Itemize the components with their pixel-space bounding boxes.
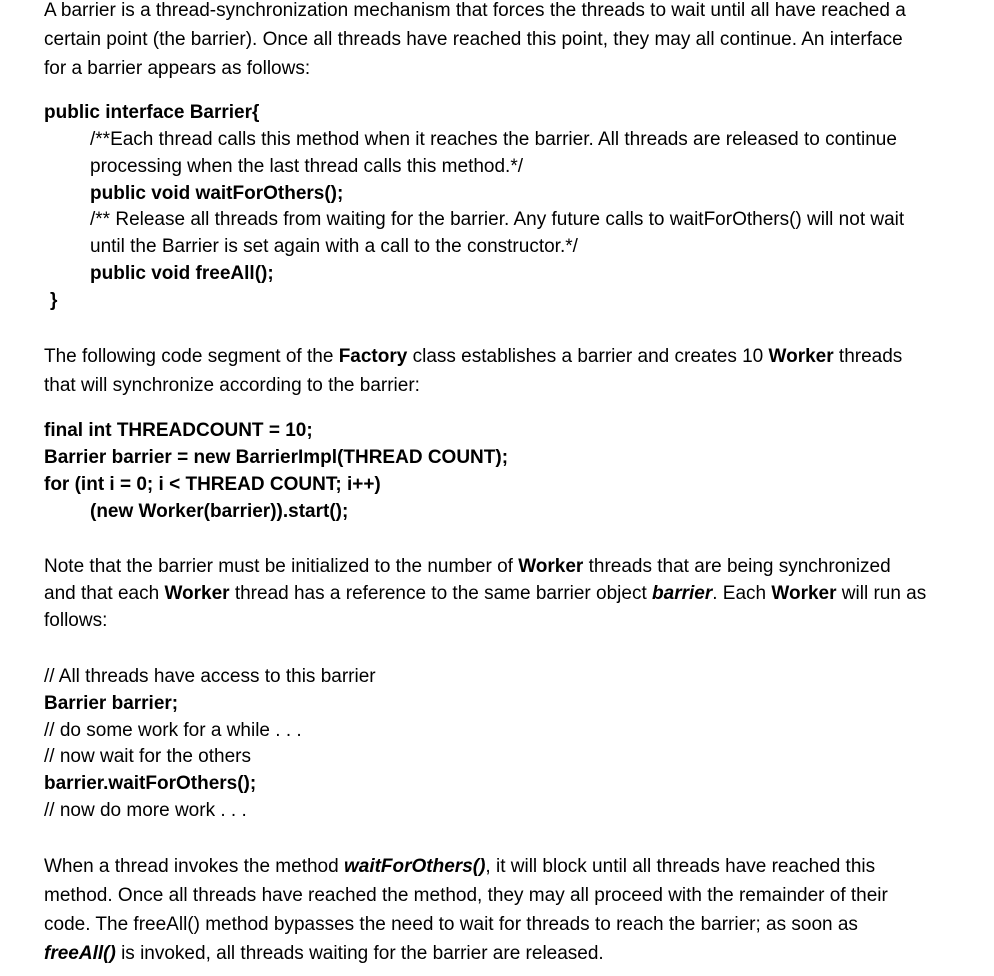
paragraph-factory-line-1 (44, 343, 902, 370)
worker-code-comment-3: // now wait for the others (44, 746, 251, 767)
code-text: (new Worker(barrier)).start(); (90, 501, 349, 522)
factory-code-line-1 (44, 417, 313, 444)
text-run: thread has a reference to the same barrier object (229, 583, 653, 604)
paragraph-note-line-2 (44, 580, 926, 607)
text-run: The following code segment of the (44, 346, 339, 367)
paragraph-intro-line-2: certain point (the barrier). Once all threads have reached this point, they may all continue. An interface (44, 29, 903, 50)
factory-code-line-4 (90, 498, 348, 525)
closing-brace-text: } (50, 290, 58, 311)
text-run: Note that the barrier must be initialized to the number of (44, 556, 519, 577)
code-text: for (int i = 0; i < THREAD COUNT; i++) (44, 474, 381, 495)
worker-keyword: Worker (768, 346, 834, 367)
method-freeall-text: public void freeAll(); (90, 263, 274, 284)
text-run: class establishes a barrier and creates 10 (407, 346, 769, 367)
interface-comment-2-line-2: until the Barrier is set again with a call to the constructor.*/ (90, 236, 578, 257)
interface-method-freeall (90, 260, 274, 287)
paragraph-final-line-4 (44, 940, 604, 967)
freeall-keyword: freeAll() (44, 943, 116, 964)
method-wait-text: public void waitForOthers(); (90, 183, 344, 204)
worker-keyword: Worker (164, 583, 230, 604)
text-run: , it will block until all threads have reached this (485, 856, 876, 877)
code-text: Barrier barrier = new BarrierImpl(THREAD COUNT); (44, 447, 509, 468)
text-run: When a thread invokes the method (44, 856, 344, 877)
waitforothers-keyword: waitForOthers() (343, 856, 486, 877)
text-run: will run as (836, 583, 927, 604)
barrier-keyword: barrier (652, 583, 713, 604)
text-run: and that each (44, 583, 165, 604)
interface-method-wait (90, 180, 343, 207)
code-text: barrier.waitForOthers(); (44, 773, 257, 794)
worker-code-line-barrier (44, 690, 178, 717)
worker-code-line-wait (44, 770, 256, 797)
factory-code-line-2 (44, 444, 508, 471)
paragraph-intro-line-1: A barrier is a thread-synchronization mechanism that forces the threads to wait until all have reached a (44, 0, 906, 21)
interface-comment-1-line-2: processing when the last thread calls this method.*/ (90, 156, 524, 177)
worker-code-comment-1: // All threads have access to this barrier (44, 666, 376, 687)
paragraph-note-line-3: follows: (44, 610, 108, 631)
paragraph-factory-line-2: that will synchronize according to the barrier: (44, 375, 420, 396)
worker-keyword: Worker (771, 583, 837, 604)
text-run: threads that are being synchronized (583, 556, 891, 577)
interface-comment-1-line-1: /**Each thread calls this method when it reaches the barrier. All threads are released to continue (90, 129, 897, 150)
code-text: Barrier barrier; (44, 693, 179, 714)
code-text: final int THREADCOUNT = 10; (44, 420, 313, 441)
worker-code-comment-4: // now do more work . . . (44, 800, 247, 821)
paragraph-final-line-3: code. The freeAll() method bypasses the need to wait for threads to reach the barrier; as soon as (44, 914, 858, 935)
factory-keyword: Factory (338, 346, 408, 367)
paragraph-note-line-1 (44, 553, 891, 580)
factory-code-line-3 (44, 471, 381, 498)
worker-code-comment-2: // do some work for a while . . . (44, 720, 302, 741)
worker-keyword: Worker (518, 556, 584, 577)
interface-header (44, 99, 259, 126)
interface-header-text: public interface Barrier{ (44, 102, 260, 123)
text-run: threads (833, 346, 903, 367)
paragraph-intro-line-3: for a barrier appears as follows: (44, 58, 311, 79)
text-run: is invoked, all threads waiting for the barrier are released. (115, 943, 604, 964)
paragraph-final-line-2: method. Once all threads have reached the method, they may all proceed with the remainder of their (44, 885, 888, 906)
text-run: . Each (712, 583, 772, 604)
paragraph-final-line-1 (44, 853, 875, 880)
interface-comment-2-line-1: /** Release all threads from waiting for the barrier. Any future calls to waitForOthers() will not wait (90, 209, 905, 230)
interface-closing-brace (50, 287, 57, 314)
